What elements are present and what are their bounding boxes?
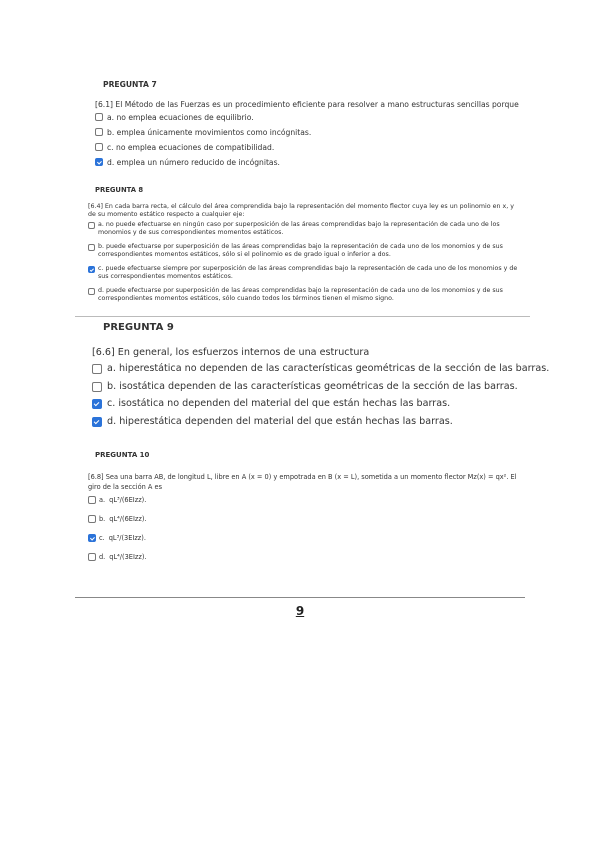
option-letter: d. [99,553,106,561]
question-header: PREGUNTA 9 [103,322,174,333]
answer-option[interactable] [88,515,518,534]
answer-option[interactable] [88,496,518,515]
option-label: d. puede efectuarse por superposición de las áreas comprendidas bajo la representación de cada uno de los monomios y de sus correspondientes momentos estáticos, sólo cuando todos los términos tienen el mismo signo. [98,287,503,302]
checkbox-icon[interactable] [92,382,102,392]
answer-option[interactable] [95,158,519,173]
answer-option[interactable] [95,113,519,128]
question-text: [6.8] Sea una barra AB, de longitud L, libre en A (x = 0) y empotrada en B (x = L), sometida a un momento flector Mz(x) = qx². El giro de la sección A es [88,473,517,491]
checkbox-checked-icon[interactable] [88,534,96,542]
option-label: d. hiperestática dependen del material del que están hechas las barras. [107,416,453,428]
answer-option[interactable] [92,363,549,381]
question-header: PREGUNTA 10 [95,451,150,459]
answer-option[interactable] [88,265,518,281]
option-label: a. no emplea ecuaciones de equilibrio. [107,113,254,122]
option-label: c. isostática no dependen del material del que están hechas las barras. [107,398,451,410]
checkbox-icon[interactable] [88,244,95,251]
answer-option[interactable] [92,416,549,434]
checkbox-checked-icon[interactable] [88,266,95,273]
question-text: [6.6] En general, los esfuerzos internos de una estructura [92,347,370,358]
option-label: qL³/(3EIzz). [108,534,146,542]
checkbox-icon[interactable] [88,222,95,229]
option-letter: c. [99,534,105,542]
answer-option[interactable] [88,221,518,237]
option-label: b. emplea únicamente movimientos como incógnitas. [107,128,312,137]
option-label: qL⁴/(3EIzz). [109,553,147,561]
answer-option[interactable] [88,553,518,572]
option-label: a. hiperestática no dependen de las características geométricas de la sección de las barras. [107,363,550,374]
option-label: qL⁴/(6EIzz). [109,515,147,523]
option-letter: b. [99,515,106,523]
question-text: [6.4] En cada barra recta, el cálculo del área comprendida bajo la representación del momento flector cuya ley es un polinomio en x, y de su momento estático respecto a cualquier eje: [88,203,514,218]
answer-option[interactable] [95,128,519,143]
checkbox-icon[interactable] [88,496,96,504]
question-text: [6.1] El Método de las Fuerzas es un procedimiento eficiente para resolver a mano estructuras sencillas porque [95,100,519,109]
checkbox-icon[interactable] [95,113,103,121]
checkbox-icon[interactable] [88,553,96,561]
page-number: 9 [295,604,305,618]
checkbox-icon[interactable] [95,143,103,151]
checkbox-icon[interactable] [88,288,95,295]
option-label: b. puede efectuarse por superposición de las áreas comprendidas bajo la representación de cada uno de los monomios y de sus correspondientes momentos estáticos, sólo si el polinomio es de grado igual o inferior a dos. [98,243,503,258]
checkbox-checked-icon[interactable] [92,399,102,409]
checkbox-icon[interactable] [92,364,102,374]
answer-option[interactable] [88,287,518,303]
divider [75,316,530,317]
question-9 [92,322,549,434]
option-label: qL³/(6EIzz). [109,496,147,504]
question-8 [88,186,518,309]
checkbox-checked-icon[interactable] [95,158,103,166]
answer-option[interactable] [92,381,549,399]
question-10 [88,451,518,572]
option-label: a. no puede efectuarse en ningún caso por superposición de las áreas comprendidas bajo la representación de cada uno de los monomios y de sus correspondientes momentos estáticos. [98,221,500,236]
option-label: d. emplea un número reducido de incógnitas. [107,158,280,167]
footer-divider [75,597,525,598]
option-letter: a. [99,496,106,504]
checkbox-icon[interactable] [95,128,103,136]
question-7 [95,80,519,173]
option-label: c. puede efectuarse siempre por superposición de las áreas comprendidas bajo la representación de cada uno de los monomios y de sus correspondientes momentos estáticos. [98,265,518,280]
answer-option[interactable] [88,243,518,259]
option-label: c. no emplea ecuaciones de compatibilidad. [107,143,275,152]
question-header: PREGUNTA 7 [103,80,157,89]
question-header: PREGUNTA 8 [95,186,144,194]
answer-option[interactable] [92,398,549,416]
option-label: b. isostática dependen de las características geométricas de la sección de las barras. [107,380,518,392]
checkbox-checked-icon[interactable] [92,417,102,427]
answer-option[interactable] [95,143,519,158]
answer-option[interactable] [88,534,518,553]
checkbox-icon[interactable] [88,515,96,523]
